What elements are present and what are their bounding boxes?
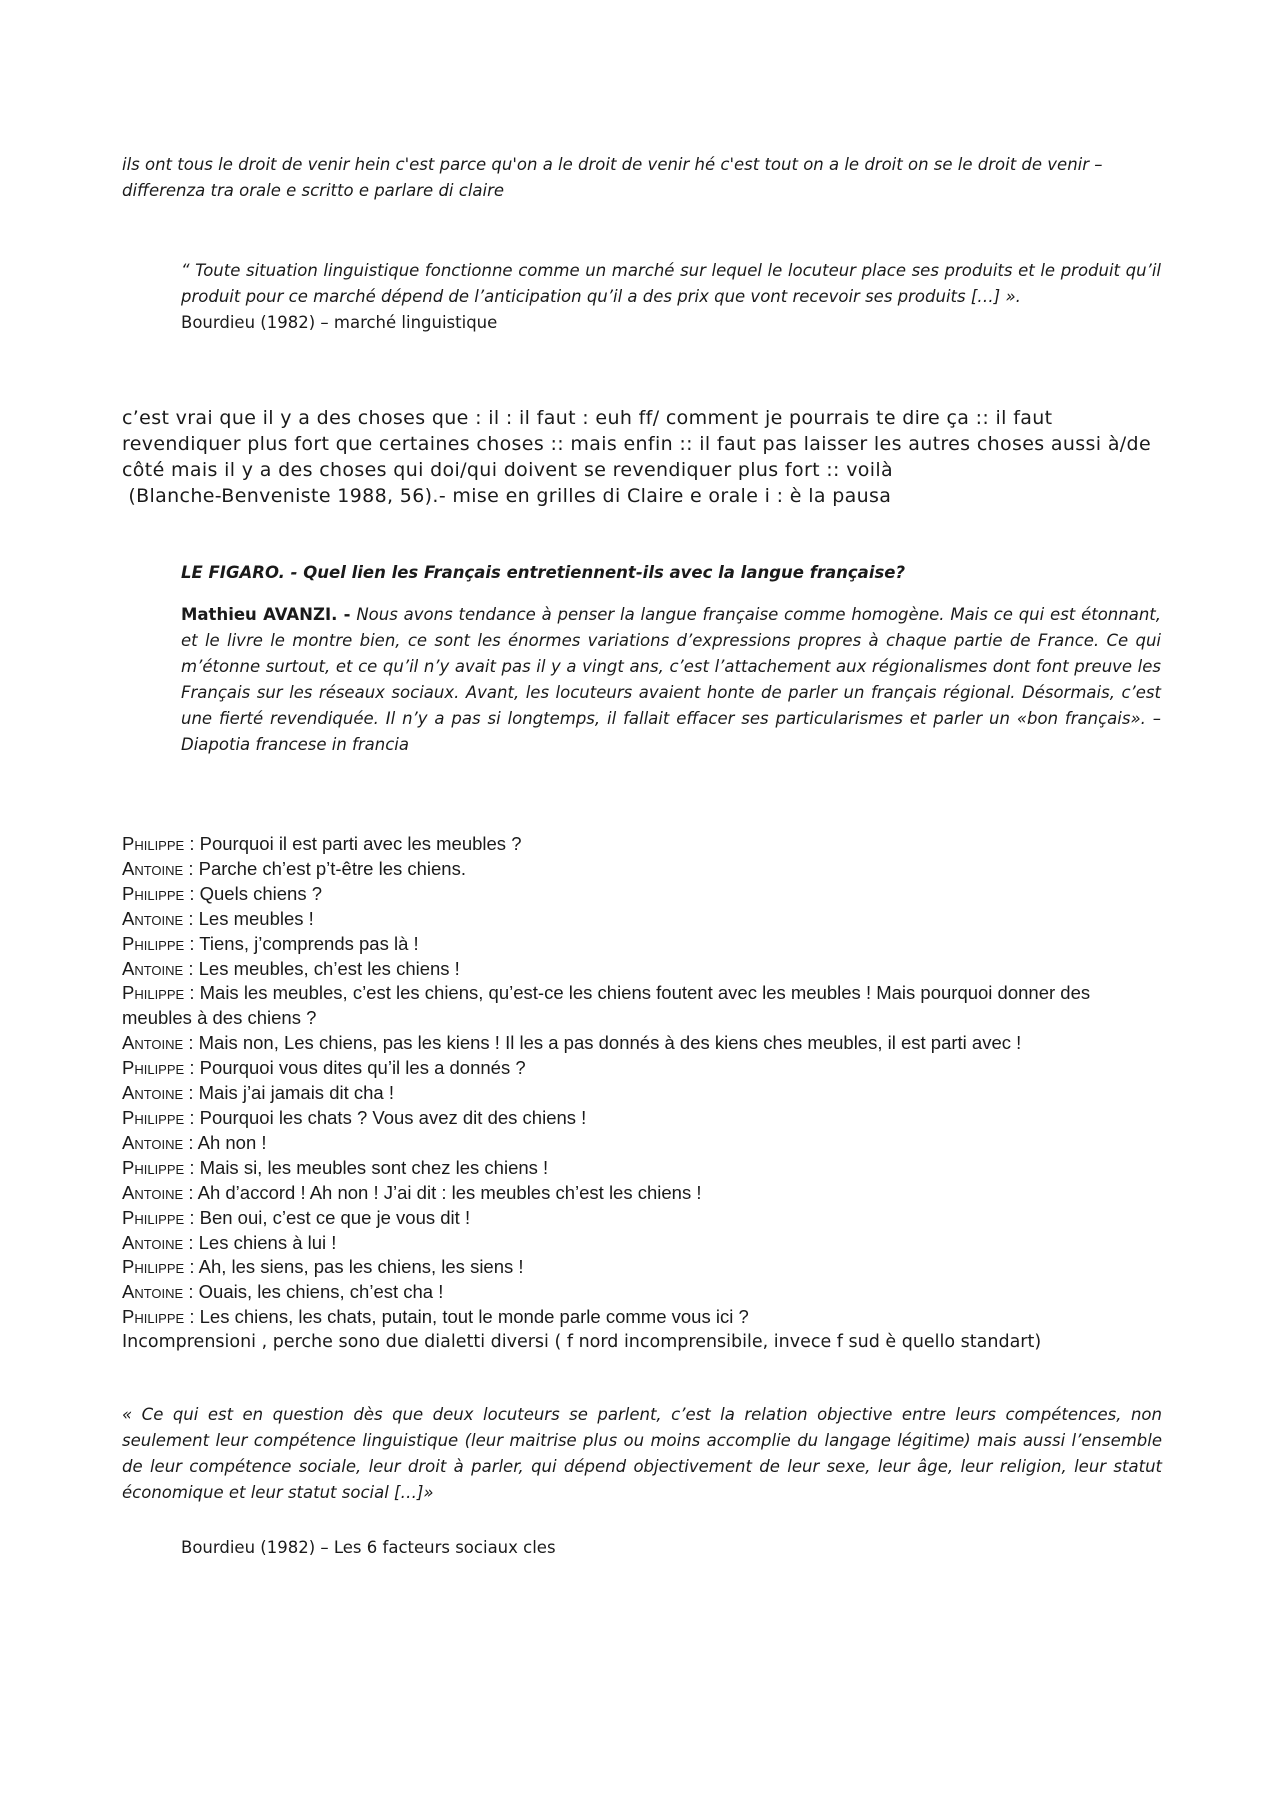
transcription-block	[122, 405, 1162, 509]
dialogue-text: : Les chiens, les chats, putain, tout le monde parle comme vous ici ?	[184, 1306, 749, 1328]
dialogue-text: : Les meubles !	[183, 907, 314, 929]
dialogue-line	[122, 882, 1162, 907]
transcription-text: c’est vrai que il y a des choses que : il : il faut : euh ff/ comment je pourrais te dire ça :: il faut revendiquer plus fort que certaines choses :: mais enfin :: il faut pas laisser les autres choses aussi à/de côté mais il y a des choses qui doi/qui doivent se revendiquer plus fort :: voilà	[122, 407, 1152, 481]
dialogue-line	[122, 1181, 1162, 1206]
dialogue-text: : Mais si, les meubles sont chez les chiens !	[184, 1156, 549, 1178]
interview-answer-text: Nous avons tendance à penser la langue française comme homogène. Mais ce qui est étonnant, et le livre le montre bien, ce sont les énormes variations d’expressions propres à chaque partie de France. Ce qui m’étonne surtout, et ce qu’il n’y avait pas il y a vingt ans, c’est l’attachement aux régionalismes dont font preuve les Français sur les réseaux sociaux. Avant, les locuteurs avaient honte de parler un français régional. Désormais, c’est une fierté revendiquée. Il n’y a pas si longtemps, il fallait effacer ses particularismes et parler un «bon français». – Diapotia francese in francia	[181, 605, 1161, 754]
dialogue-line	[122, 932, 1162, 957]
bourdieu-quote-2: « Ce qui est en question dès que deux locuteurs se parlent, c’est la relation objective entre leurs compétences, non seulement leur compétence linguistique (leur maitrise plus ou moins accomplie du langage légitime) mais aussi l’ensemble de leur compétence sociale, leur droit à parler, qui dépend objectivement de leur sexe, leur âge, leur religion, leur statut économique et leur statut social […]»	[122, 1405, 1162, 1502]
bourdieu-quote-1	[181, 258, 1161, 336]
dialogue-note: Incomprensioni , perche sono due dialetti diversi ( f nord incomprensibile, invece f sud è quello standart)	[122, 1332, 1042, 1353]
dialogue-speaker: Antoine	[122, 1231, 184, 1253]
dialogue-line	[122, 1206, 1162, 1231]
dialogue-line	[122, 1081, 1162, 1106]
dialogue-speaker: Philippe	[122, 882, 185, 904]
dialogue-speaker: Philippe	[122, 932, 185, 954]
dialogue-line	[122, 1255, 1162, 1280]
dialogue-text: : Parche ch’est p’t-être les chiens.	[183, 857, 466, 879]
dialogue-speaker: Antoine	[122, 1082, 184, 1104]
dialogue-text: : Mais j’ai jamais dit cha !	[183, 1082, 394, 1104]
intro-paragraph: ils ont tous le droit de venir hein c'est parce qu'on a le droit de venir hé c'est tout on a le droit on se le droit de venir – differenza tra orale e scritto e parlare di claire	[122, 155, 1103, 200]
dialogue-text: : Les chiens à lui !	[183, 1231, 337, 1253]
dialogue-speaker: Antoine	[122, 957, 184, 979]
interview-answer	[181, 602, 1161, 758]
quote-source: Bourdieu (1982) – marché linguistique	[181, 313, 498, 332]
bourdieu-quote-2-source: Bourdieu (1982) – Les 6 facteurs sociaux cles	[181, 1538, 556, 1557]
dialogue-text: : Pourquoi vous dites qu’il les a donnés ?	[184, 1057, 526, 1079]
dialogue-speaker: Antoine	[122, 1131, 184, 1153]
dialogue-speaker: Philippe	[122, 982, 185, 1004]
dialogue-text: : Ben oui, c’est ce que je vous dit !	[184, 1206, 471, 1228]
dialogue-text: : Pourquoi il est parti avec les meubles ?	[184, 833, 522, 854]
transcription-source: (Blanche-Benveniste 1988, 56).- mise en grilles di Claire e orale i : è la pausa	[122, 485, 892, 507]
dialogue-line	[122, 1106, 1162, 1131]
dialogue-line	[122, 957, 1162, 982]
dialogue-line	[122, 1156, 1162, 1181]
dialogue-text: : Quels chiens ?	[184, 882, 322, 904]
dialogue-speaker: Antoine	[122, 1032, 184, 1054]
dialogue-text: : Pourquoi les chats ? Vous avez dit des chiens !	[184, 1106, 587, 1128]
dialogue-speaker: Philippe	[122, 1106, 185, 1128]
dialogue-speaker: Antoine	[122, 1181, 184, 1203]
dialogue-line	[122, 857, 1162, 882]
dialogue-speaker: Philippe	[122, 1057, 185, 1079]
dialogue-speaker: Philippe	[122, 1206, 185, 1228]
dialogue-line	[122, 981, 1162, 1031]
dialogue-line	[122, 1280, 1162, 1305]
dialogue-speaker: Antoine	[122, 907, 184, 929]
dialogue-text: : Les meubles, ch’est les chiens !	[183, 957, 460, 979]
dialogue-line	[122, 1231, 1162, 1256]
interview-block	[181, 560, 1161, 758]
interview-speaker: Mathieu AVANZI. -	[181, 605, 351, 624]
dialogue-line	[122, 832, 1162, 857]
interview-question: LE FIGARO. - Quel lien les Français entretiennent-ils avec la langue française?	[181, 563, 906, 582]
dialogue-text: : Mais les meubles, c’est les chiens, qu’est-ce les chiens foutent avec les meubles ! Mais pourquoi donner des meubles à des chiens ?	[122, 982, 1091, 1029]
dialogue-text: : Ah d’accord ! Ah non ! J’ai dit : les meubles ch’est les chiens !	[183, 1181, 702, 1203]
dialogue-speaker: Philippe	[122, 1256, 185, 1278]
dialogue-speaker: Philippe	[122, 1156, 185, 1178]
dialogue-speaker: Philippe	[122, 1306, 185, 1328]
dialogue-text: : Ah non !	[183, 1131, 267, 1153]
dialogue-line	[122, 1305, 1162, 1330]
dialogue-line	[122, 1056, 1162, 1081]
dialogue-line	[122, 1031, 1162, 1056]
dialogue-speaker: Antoine	[122, 857, 184, 879]
dialogue-text: : Ah, les siens, pas les chiens, les siens !	[184, 1256, 524, 1278]
quote-text: “ Toute situation linguistique fonctionne comme un marché sur lequel le locuteur place ses produits et le produit qu’il produit pour ce marché dépend de l’anticipation qu’il a des prix que vont recevoir ses produits […] ».	[181, 261, 1161, 306]
dialogue-line	[122, 1131, 1162, 1156]
dialogue-text: : Mais non, Les chiens, pas les kiens ! Il les a pas donnés à des kiens ches meubles, il est parti avec !	[183, 1032, 1022, 1054]
dialogue-speaker: Philippe	[122, 833, 185, 854]
dialogue-line	[122, 907, 1162, 932]
dialogue-text: : Ouais, les chiens, ch’est cha !	[183, 1281, 444, 1303]
dialogue-block	[122, 832, 1162, 1355]
dialogue-text: : Tiens, j’comprends pas là !	[184, 932, 419, 954]
dialogue-speaker: Antoine	[122, 1281, 184, 1303]
